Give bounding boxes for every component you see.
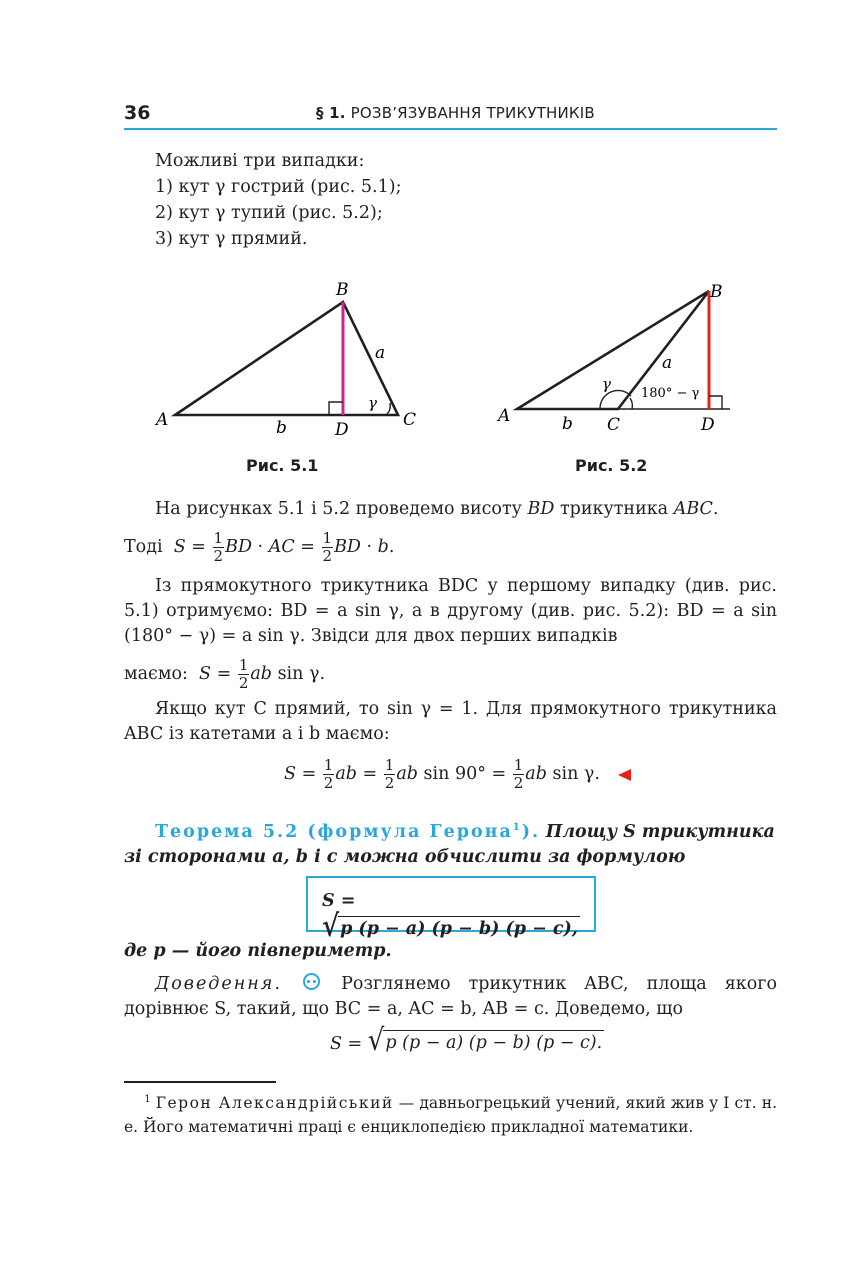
formula-right-angle: S = $\frac{1}{2}$ ab = $\frac{1}{2}$ ab sin 90° = $\frac{1}{2}$ ab sin γ. bbox=[284, 757, 631, 792]
label-gamma: γ bbox=[368, 394, 377, 412]
fraction-half: $\frac{1}{2}$ bbox=[384, 756, 395, 792]
figure-5-1 bbox=[150, 275, 430, 445]
figure-5-2 bbox=[490, 275, 770, 445]
p1-bd: BD bbox=[527, 499, 555, 519]
heron-formula-box bbox=[306, 876, 596, 945]
case-item-2: 2) кут γ тупий (рис. 5.2); bbox=[155, 203, 383, 223]
heron-formula: S = √ p (p − a) (p − b) (p − c), bbox=[322, 891, 578, 945]
theorem-title: Теорема 5.2 (формула Герона$^1$). bbox=[155, 821, 541, 842]
paragraph-right-angle: Якщо кут C прямий, то sin γ = 1. Для прямокутного трикутника ABC із катетами a і b маємо: bbox=[124, 699, 777, 744]
paragraph-altitude bbox=[124, 497, 777, 522]
label-d-point: D bbox=[701, 415, 715, 435]
label-a-vertex: A bbox=[156, 410, 169, 430]
proof-start-icon bbox=[303, 973, 320, 990]
theorem-5-2 bbox=[124, 815, 777, 870]
footnote-name: Герон Александрійський bbox=[155, 1094, 394, 1113]
page-number: 36 bbox=[124, 102, 151, 124]
p1-text-b: трикутника bbox=[554, 499, 674, 519]
maiemo-word: маємо: bbox=[124, 664, 188, 684]
label-side-b: b bbox=[276, 418, 287, 438]
label-gamma: γ bbox=[602, 375, 611, 393]
running-header bbox=[316, 104, 595, 122]
p1-text-c: . bbox=[712, 499, 719, 519]
proof-paragraph bbox=[124, 972, 777, 1022]
fraction-half: $\frac{1}{2}$ bbox=[238, 656, 249, 692]
fraction-half: $\frac{1}{2}$ bbox=[322, 529, 333, 565]
right-angle-mark bbox=[709, 396, 722, 409]
footnote: $^1$ Герон Александрійський — давньогрецький учений, який жив у І ст. н. е. Його математичні праці є енциклопедією прикладної математики. bbox=[124, 1094, 777, 1137]
theorem-text: Площу S трикутника зі сторонами a, b і c можна обчислити за формулою bbox=[124, 821, 775, 867]
theorem-after: де p — його півпериметр. bbox=[124, 941, 392, 961]
right-angle-mark bbox=[329, 402, 343, 415]
proof-text: Розглянемо трикутник ABC, площа якого дорівнює S, такий, що BC = a, AC = b, AB = c. Доведемо, що bbox=[124, 974, 777, 1019]
angle-gamma-arc bbox=[386, 403, 390, 415]
caption-fig-5-1: Рис. 5.1 bbox=[246, 456, 319, 475]
label-side-a: a bbox=[662, 353, 673, 373]
label-side-a: a bbox=[375, 343, 386, 363]
label-outer-angle: 180° − γ bbox=[641, 386, 700, 401]
end-of-proof-marker bbox=[618, 769, 631, 781]
footnote-text: — давньогрецький учений, який жив у І ст. н. е. Його математичні праці є енциклопедією прикладної математики. bbox=[124, 1094, 777, 1137]
section-mark: § 1. bbox=[316, 104, 346, 122]
label-a-vertex: A bbox=[498, 406, 511, 426]
label-b-vertex: B bbox=[336, 280, 349, 300]
outer-angle-arc bbox=[630, 398, 632, 409]
footnote-rule bbox=[124, 1081, 276, 1083]
proof-label: Доведення. bbox=[155, 974, 282, 994]
label-c-vertex: C bbox=[403, 410, 417, 430]
label-c-point: C bbox=[607, 415, 621, 435]
todi-word: Тоді bbox=[124, 537, 163, 557]
label-side-b: b bbox=[562, 414, 573, 434]
p1-text-a: На рисунках 5.1 і 5.2 проведемо висоту bbox=[155, 499, 528, 519]
formula-absin: маємо: S = $\frac{1}{2}$ ab sin γ. bbox=[124, 656, 326, 692]
cases-list bbox=[155, 149, 401, 253]
label-b-vertex: B bbox=[710, 282, 723, 302]
proof-formula: S = √ p (p − a) (p − b) (p − c). bbox=[330, 1023, 603, 1059]
case-item-1: 1) кут γ гострий (рис. 5.1); bbox=[155, 177, 402, 197]
fraction-half: $\frac{1}{2}$ bbox=[213, 529, 224, 565]
cases-intro: Можливі три випадки: bbox=[155, 151, 365, 171]
caption-fig-5-2: Рис. 5.2 bbox=[575, 456, 648, 475]
label-d-point: D bbox=[335, 420, 349, 440]
triangle-abc bbox=[175, 302, 398, 415]
case-item-3: 3) кут γ прямий. bbox=[155, 229, 308, 249]
fraction-half: $\frac{1}{2}$ bbox=[513, 756, 524, 792]
header-rule bbox=[124, 128, 777, 130]
paragraph-derivation: Із прямокутного трикутника BDC у першому випадку (див. рис. 5.1) отримуємо: BD = a sin γ, а в другому (див. рис. 5.2): BD = a sin (180° − γ) = a sin γ. Звідси для двох перших випадків bbox=[124, 576, 777, 646]
p1-abc: ABC bbox=[673, 499, 713, 519]
section-title: РОЗВ’ЯЗУВАННЯ ТРИКУТНИКІВ bbox=[350, 104, 595, 122]
area-formula-line: Тоді S = $\frac{1}{2}$ BD · AC = $\frac{1}{2}$ BD · b. bbox=[124, 529, 395, 565]
fraction-half: $\frac{1}{2}$ bbox=[323, 756, 334, 792]
